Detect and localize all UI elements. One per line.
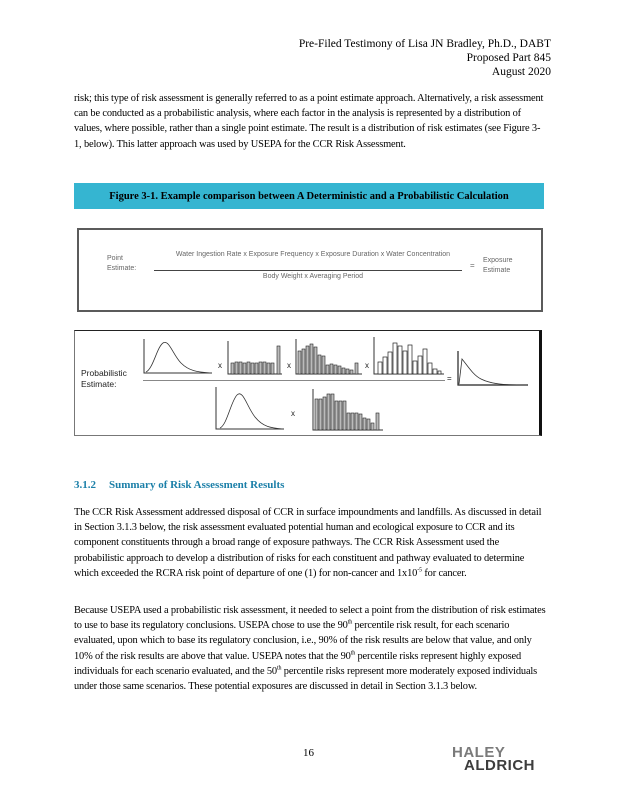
section-number: 3.1.2: [74, 479, 96, 491]
haley-aldrich-logo: [452, 746, 535, 772]
p2-text: The CCR Risk Assessment addressed disposal of CCR in surface impoundments and landfills. As discussed in detail in Section 3.1.3 below, the risk assessment evaluated potential human and ecological exposure to CCR and its component constituents through a broad range of exposure pathways. The CCR Risk Assessment used the probabilistic approach to develop a distribution of risks for each constituent and pathway evaluated to determine which exceeded the RCRA risk point of departure of one (1) for non-cancer and 1x10: [74, 507, 542, 579]
figure-caption: [74, 183, 544, 209]
p3-part2: percentile risk result, for each scenario evaluated, upon which to base its regulatory conclusion, i.e., 90% of the risk results are below that value, and only 10% of the risk results are above that value. USEPA notes that the 90: [74, 620, 532, 662]
point-label-line2: Estimate:: [107, 265, 137, 272]
skewed-histogram-icon: [312, 389, 384, 431]
figure-caption-text: Figure 3-1. Example comparison between A Deterministic and a Probabilistic Calculation: [109, 190, 509, 202]
equals-sign: =: [470, 261, 475, 270]
multiply-sign: x: [365, 361, 369, 370]
fraction-bar: [154, 270, 462, 271]
probabilistic-estimate-label: [81, 368, 127, 390]
logo-line1: HALEY: [452, 744, 506, 761]
result-line2: Estimate: [483, 267, 511, 274]
prob-label-line2: Estimate:: [81, 379, 117, 389]
multiply-sign: x: [218, 361, 222, 370]
distribution-curve-icon: [215, 387, 285, 431]
header-date: August 2020: [491, 66, 551, 78]
point-label-line1: Point: [107, 255, 123, 262]
section-title: Summary of Risk Assessment Results: [109, 479, 285, 491]
result-distribution-icon: [457, 351, 529, 387]
normal-histogram-icon: [373, 337, 445, 375]
intro-paragraph-text: risk; this type of risk assessment is generally referred to as a point estimate approach. Alternatively, a risk assessment can be conducted as a probabilistic analysis, where each factor in the analysis is represented by a distribution of values, where possible, rather than a single point estimate. The result is a distribution of risk estimates (see Figure 3-1, below). This latter approach was used by USEPA for the CCR Risk Assessment.: [74, 93, 544, 150]
header-testimony-title: Pre-Filed Testimony of Lisa JN Bradley, Ph.D., DABT: [298, 38, 551, 50]
logo-line2: ALDRICH: [464, 757, 535, 774]
formula-denominator: Body Weight x Averaging Period: [262, 273, 364, 280]
equals-sign: =: [447, 374, 452, 383]
uniform-histogram-icon: [227, 341, 283, 375]
p3-part1: Because USEPA used a probabilistic risk assessment, it needed to select a point from the distribution of risk estimates to use to base its regulatory conclusions. USEPA chose to use the 90: [74, 605, 546, 632]
header-part: Proposed Part 845: [466, 52, 551, 64]
formula-numerator: Water Ingestion Rate x Exposure Frequency x Exposure Duration x Water Concentration: [175, 251, 451, 258]
ordinal-suffix: th: [276, 665, 282, 672]
p2-text-end: for cancer.: [421, 567, 467, 579]
page-number: 16: [303, 747, 314, 759]
point-estimate-label: [107, 254, 136, 274]
point-estimate-box: [77, 228, 543, 312]
multiply-sign: x: [291, 409, 295, 418]
distribution-curve-icon: [143, 339, 213, 375]
summary-paragraph-1: [74, 505, 546, 581]
section-heading: [74, 479, 284, 491]
prob-label-line1: Probabilistic: [81, 368, 127, 378]
p3-part3: percentile risks represent highly exposed individuals for each scenario evaluated, and the 50: [74, 650, 522, 677]
intro-paragraph: [74, 91, 546, 152]
page-header: [299, 37, 551, 79]
fraction-bar: [143, 380, 445, 381]
exposure-estimate-label: [483, 256, 513, 276]
result-line1: Exposure: [483, 257, 513, 264]
p3-part4: percentile risks represent more moderately exposed individuals under those same scenarios. These potential exposures are discussed in detail in Section 3.1.3 below.: [74, 665, 538, 693]
ordinal-suffix: th: [350, 650, 356, 657]
skewed-histogram-icon: [295, 339, 363, 375]
multiply-sign: x: [287, 361, 291, 370]
summary-paragraph-1-text: [74, 505, 546, 581]
summary-paragraph-2: [74, 603, 546, 694]
summary-paragraph-2-text: [74, 603, 546, 694]
ordinal-suffix: th: [347, 619, 353, 626]
probabilistic-estimate-box: [74, 330, 542, 436]
exponent: -5: [417, 567, 422, 574]
